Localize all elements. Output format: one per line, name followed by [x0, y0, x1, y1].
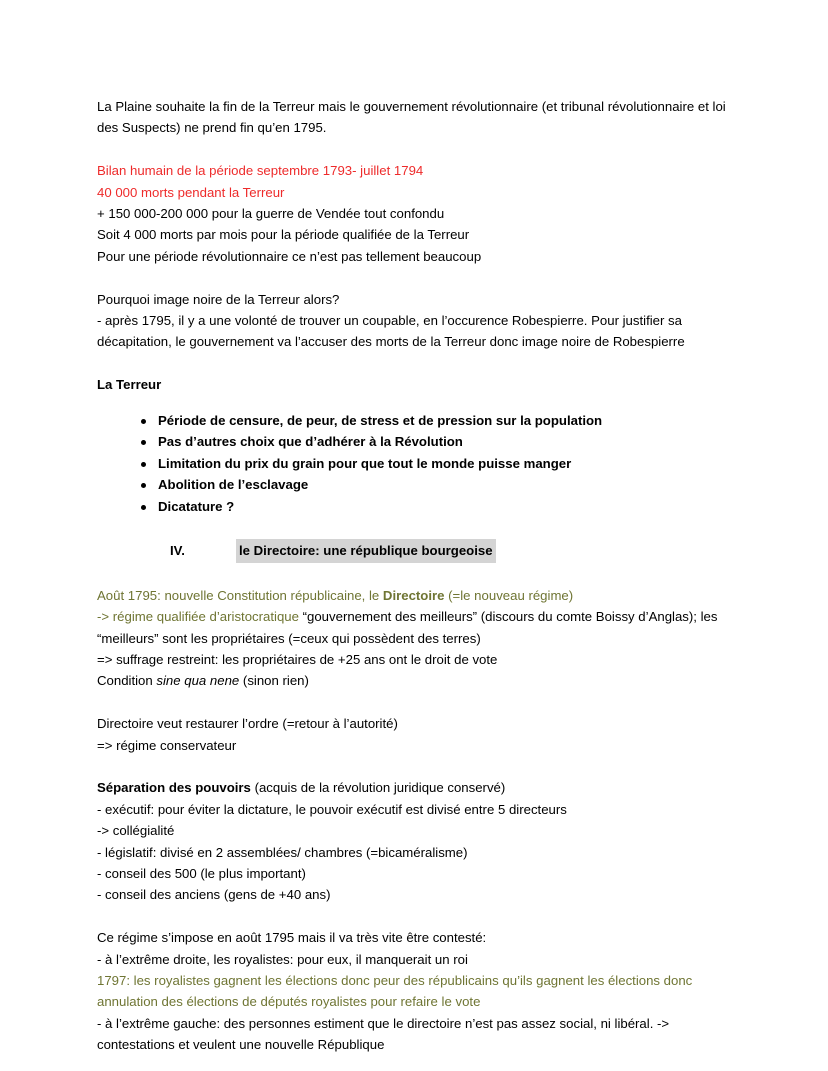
document-body: [97, 96, 738, 1056]
ordre-restaurer-line: Directoire veut restaurer l’ordre (=retour à l’autorité): [97, 716, 398, 732]
regime-conservateur-line: => régime conservateur: [97, 737, 237, 753]
bilan-guerre-vendee: + 150 000-200 000 pour la guerre de Vendée tout confondu: [97, 206, 445, 222]
bilan-commentaire: Pour une période révolutionnaire ce n’est pas tellement beaucoup: [97, 248, 482, 264]
condition-suffix: (sinon rien): [239, 673, 309, 689]
legislatif-line: - législatif: divisé en 2 assemblées/ chambres (=bicaméralisme): [97, 844, 468, 860]
spacer: [97, 353, 738, 374]
separation-pouvoirs-rest: (acquis de la révolution juridique conservé): [250, 780, 506, 796]
list-item: Limitation du prix du grain pour que tout le monde puisse manger: [141, 453, 738, 475]
directoire-line-prefix: Août 1795: nouvelle Constitution républicaine, le: [97, 587, 383, 603]
spacer: [97, 139, 738, 160]
condition-latin-term: sine qua nene: [156, 673, 240, 689]
directoire-constitution-line: [97, 585, 738, 606]
list-item: Pas d’autres choix que d’adhérer à la Révolution: [141, 431, 738, 453]
spacer: [97, 906, 738, 927]
separation-pouvoirs-heading: [97, 777, 738, 798]
la-terreur-heading: La Terreur: [97, 377, 162, 393]
directoire-black-fragment: “gouvernement des meilleurs” (discours du comte Boissy d’Anglas); les “meilleurs” sont les propriétaires (=ceux qui possèdent des terres): [97, 609, 718, 646]
directoire-olive-fragment: -> régime qualifiée d’aristocratique: [97, 609, 303, 625]
conseil-des-500-line: - conseil des 500 (le plus important): [97, 866, 306, 882]
list-item: Période de censure, de peur, de stress et de pression sur la population: [141, 410, 738, 432]
intro-paragraph: La Plaine souhaite la fin de la Terreur mais le gouvernement révolutionnaire (et tribunal révolutionnaire et loi des Suspects) ne prend fin qu’en 1795.: [97, 99, 726, 136]
spacer: [97, 756, 738, 777]
section-title-highlighted: le Directoire: une république bourgeoise: [236, 539, 496, 563]
bilan-morts-par-mois: Soit 4 000 morts par mois pour la période qualifiée de la Terreur: [97, 227, 470, 243]
directoire-aristocratique-line: [97, 606, 738, 649]
section-heading-iv: [97, 539, 738, 563]
section-numeral: IV.: [170, 543, 185, 558]
list-item: Abolition de l’esclavage: [141, 474, 738, 496]
directoire-bold-term: Directoire: [382, 587, 445, 603]
pourquoi-answer: - après 1795, il y a une volonté de trouver un coupable, en l’occurence Robespierre. Pour justifier sa décapitation, le gouvernement va l’accuser des morts de la Terreur donc image noire de Robespierre: [97, 313, 685, 350]
condition-prefix: Condition: [97, 673, 157, 689]
bilan-humain-heading: Bilan humain de la période septembre 1793- juillet 1794: [97, 163, 424, 179]
pourquoi-question: Pourquoi image noire de la Terreur alors?: [97, 291, 340, 307]
list-item: Dicatature ?: [141, 496, 738, 518]
suffrage-restreint-line: => suffrage restreint: les propriétaires de +25 ans ont le droit de vote: [97, 652, 498, 668]
spacer: [97, 563, 738, 584]
spacer: [97, 267, 738, 288]
collegialite-line: -> collégialité: [97, 823, 175, 839]
extreme-droite-line: - à l’extrême droite, les royalistes: pour eux, il manquerait un roi: [97, 951, 468, 967]
contestation-intro-line: Ce régime s’impose en août 1795 mais il va très vite être contesté:: [97, 930, 487, 946]
spacer: [97, 518, 738, 539]
directoire-line-suffix: (=le nouveau régime): [444, 587, 574, 603]
extreme-gauche-line: - à l’extrême gauche: des personnes estiment que le directoire n’est pas assez social, ni libéral. -> contestations et veulent une nouvelle République: [97, 1015, 670, 1053]
spacer: [97, 396, 738, 410]
separation-pouvoirs-bold: Séparation des pouvoirs: [97, 780, 251, 796]
terreur-bullet-list: [97, 410, 738, 518]
spacer: [97, 692, 738, 713]
conseil-des-anciens-line: - conseil des anciens (gens de +40 ans): [97, 887, 331, 903]
royalistes-1797-paragraph: 1797: les royalistes gagnent les élections donc peur des républicains qu’ils gagnent les élections donc annulation des élections de députés royalistes pour refaire le vote: [97, 973, 693, 1010]
bilan-morts-terreur: 40 000 morts pendant la Terreur: [97, 184, 285, 200]
executif-line: - exécutif: pour éviter la dictature, le pouvoir exécutif est divisé entre 5 directeurs: [97, 801, 567, 817]
condition-sine-qua-nene: [97, 670, 738, 691]
